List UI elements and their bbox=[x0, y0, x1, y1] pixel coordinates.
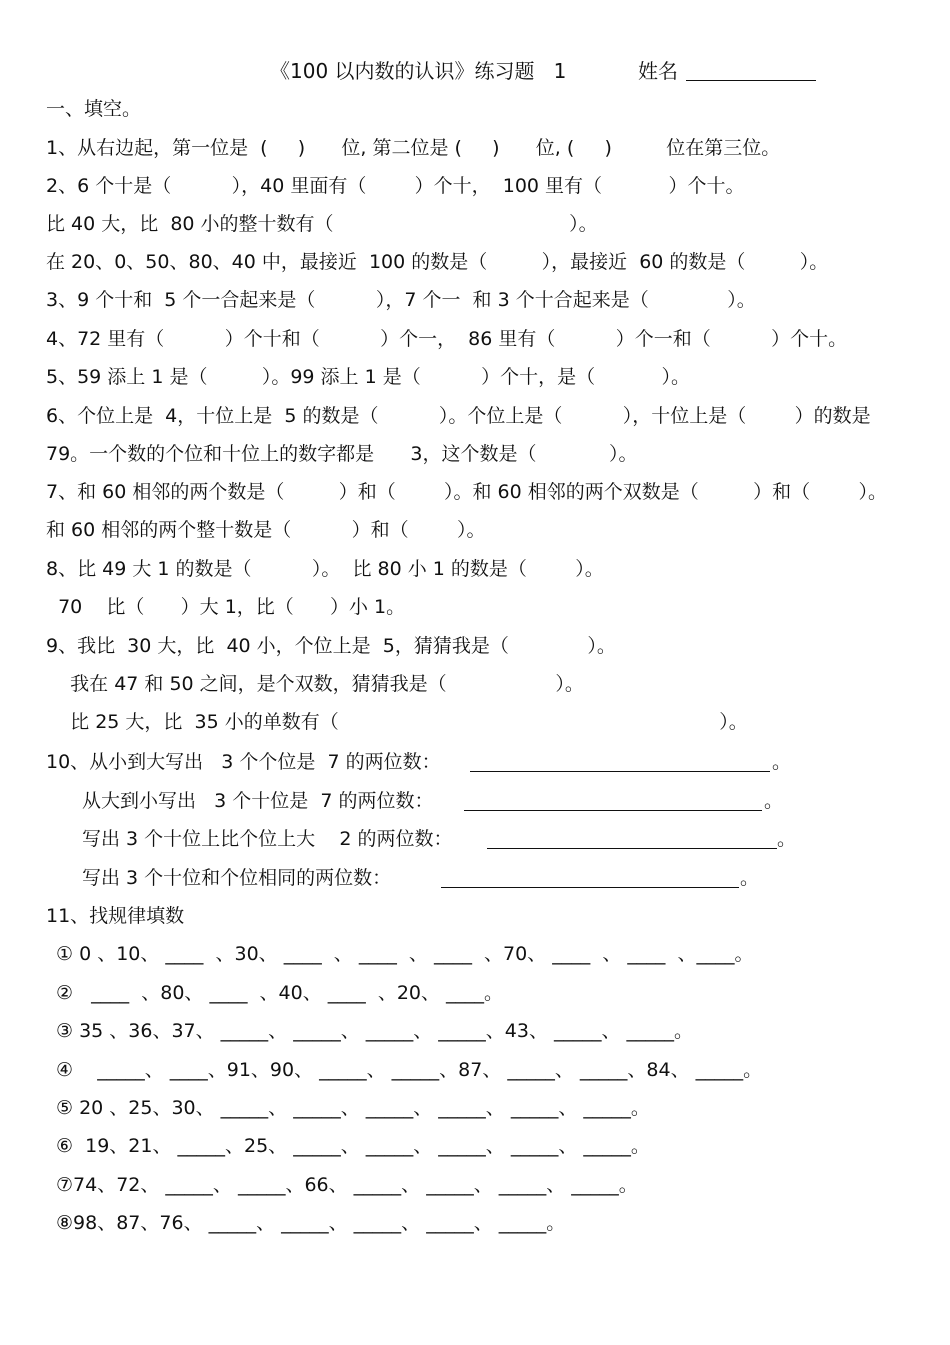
section-heading: 一、填空。 bbox=[46, 98, 142, 120]
question-4: 4、72 里有（ ）个十和（ ）个一， 86 里有（ ）个一和（ ）个十。 bbox=[46, 328, 848, 350]
answer-line[interactable] bbox=[464, 810, 762, 811]
sequence-3: ③ 35 、36、37、 _____、 _____、 _____、 _____、43、 _____、 _____。 bbox=[56, 1020, 694, 1042]
period: 。 bbox=[740, 867, 760, 889]
answer-line[interactable] bbox=[470, 771, 770, 772]
question-10-line-1: 10、从小到大写出 3 个个位是 7 的两位数： bbox=[46, 751, 441, 773]
question-9-line-2: 我在 47 和 50 之间，是个双数，猜猜我是（ ）。 bbox=[46, 673, 584, 695]
period: 。 bbox=[777, 828, 797, 850]
period: 。 bbox=[772, 751, 792, 773]
question-2-line-3: 在 20、0、50、80、40 中，最接近 100 的数是（ ），最接近 60 的数是（ ）。 bbox=[46, 251, 829, 273]
sequence-2: ② ____ 、80、 ____ 、40、 ____ 、20、 ____。 bbox=[56, 982, 504, 1004]
question-9-line-3: 比 25 大，比 35 小的单数有（ ）。 bbox=[46, 711, 748, 733]
answer-line[interactable] bbox=[487, 848, 777, 849]
question-2-line-1: 2、6 个十是（ ），40 里面有（ ）个十， 100 里有（ ）个十。 bbox=[46, 175, 745, 197]
sequence-7: ⑦74、72、 _____、 _____、66、 _____、 _____、 _____、 _____。 bbox=[56, 1174, 638, 1196]
sequence-5: ⑤ 20 、25、30、 _____、 _____、 _____、 _____、 _____、 _____。 bbox=[56, 1097, 650, 1119]
sequence-8: ⑧98、87、76、 _____、 _____、 _____、 _____、 _____。 bbox=[56, 1212, 566, 1234]
sequence-1: ① 0 、10、 ____ 、30、 ____ 、 ____ 、 ____ 、70、 ____ 、 ____ 、____。 bbox=[56, 943, 754, 965]
question-5: 5、59 添上 1 是（ ）。99 添上 1 是（ ）个十，是（ ）。 bbox=[46, 366, 691, 388]
question-6-line-1: 6、个位上是 4，十位上是 5 的数是（ ）。个位上是（ ），十位上是（ ）的数是 bbox=[46, 405, 871, 427]
question-7-line-2: 和 60 相邻的两个整十数是（ ）和（ ）。 bbox=[46, 519, 486, 541]
worksheet-title: 《100 以内数的认识》练习题 1 bbox=[270, 59, 567, 83]
sequence-6: ⑥ 19、21、 _____、25、 _____、 _____、 _____、 _____、 _____。 bbox=[56, 1135, 650, 1157]
name-input-line[interactable] bbox=[686, 80, 816, 81]
question-10-line-2: 从大到小写出 3 个十位是 7 的两位数： bbox=[82, 790, 434, 812]
answer-line[interactable] bbox=[441, 887, 739, 888]
question-6-line-2: 79。一个数的个位和十位上的数字都是 3，这个数是（ ）。 bbox=[46, 443, 638, 465]
question-2-line-2: 比 40 大，比 80 小的整十数有（ ）。 bbox=[46, 213, 598, 235]
name-label: 姓名 bbox=[638, 59, 678, 83]
question-8-line-1: 8、比 49 大 1 的数是（ ）。 比 80 小 1 的数是（ ）。 bbox=[46, 558, 604, 580]
question-3: 3、9 个十和 5 个一合起来是（ ），7 个一 和 3 个十合起来是（ ）。 bbox=[46, 289, 756, 311]
question-10-line-4: 写出 3 个十位和个位相同的两位数： bbox=[82, 867, 392, 889]
sequence-4: ④ _____、 ____、91、90、 _____、 _____、87、 _____、 _____、84、 _____。 bbox=[56, 1059, 763, 1081]
question-9-line-1: 9、我比 30 大，比 40 小，个位上是 5，猜猜我是（ ）。 bbox=[46, 635, 616, 657]
period: 。 bbox=[764, 790, 784, 812]
question-10-line-3: 写出 3 个十位上比个位上大 2 的两位数： bbox=[82, 828, 453, 850]
question-7-line-1: 7、和 60 相邻的两个数是（ ）和（ ）。和 60 相邻的两个双数是（ ）和（ ）。 bbox=[46, 481, 887, 503]
question-11-heading: 11、找规律填数 bbox=[46, 905, 185, 927]
question-1: 1、从右边起，第一位是 ( ) 位, 第二位是 ( ) 位, ( ) 位在第三位。 bbox=[46, 137, 781, 159]
question-8-line-2: 70 比（ ）大 1，比（ ）小 1。 bbox=[46, 596, 406, 618]
